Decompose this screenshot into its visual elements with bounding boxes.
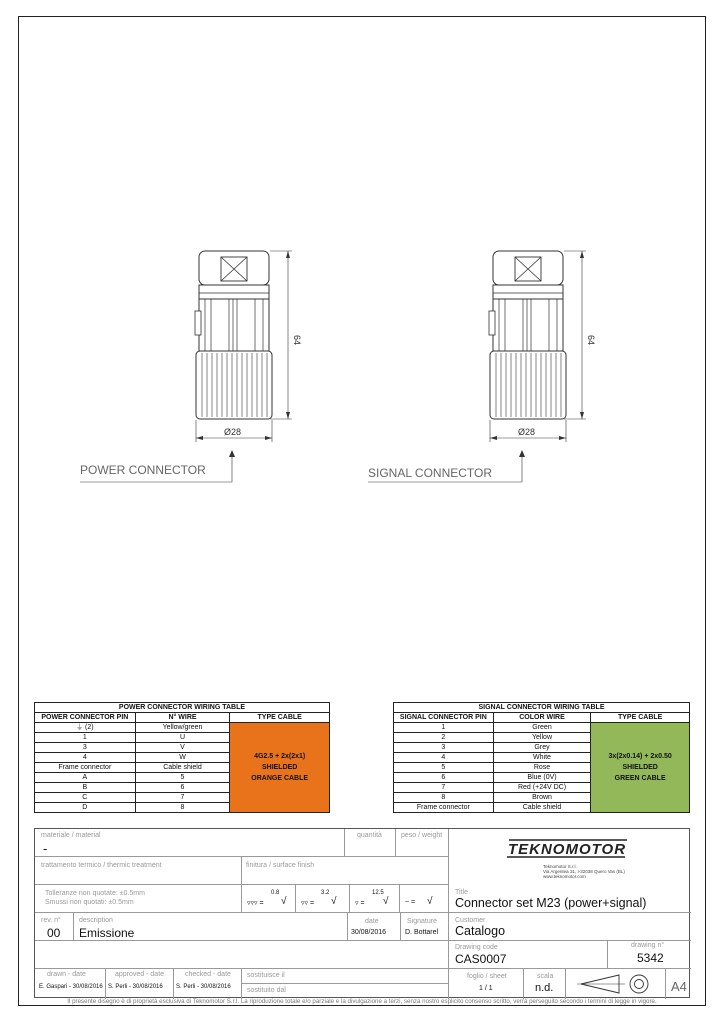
- table-cell: Grey: [493, 743, 591, 753]
- cable-color: GREEN CABLE: [614, 775, 666, 782]
- signal-wiring-table: [393, 702, 690, 813]
- roughness-check-icon: √: [281, 896, 287, 907]
- company-name: Teknomotor S.r.l.: [543, 864, 577, 869]
- table-cell: A: [35, 773, 136, 783]
- signature-value: D. Bottarel: [405, 929, 439, 936]
- roughness-symbol-1: ▿▿▿ =: [247, 900, 264, 907]
- table-cell: 4: [394, 753, 494, 763]
- roughness-value-3: 12.5: [372, 890, 384, 896]
- table-cell: B: [35, 783, 136, 793]
- material-label: materiale / material: [41, 832, 101, 839]
- roughness-check-icon: √: [427, 896, 433, 907]
- signal-connector-label: SIGNAL CONNECTOR: [368, 466, 493, 480]
- thermic-treatment-label: trattamento termico / thermic treatment: [41, 862, 162, 869]
- approved-value: S. Perli - 30/08/2016: [108, 984, 163, 990]
- weight-label: peso / weight: [401, 832, 443, 839]
- drawing-code-label: Drawing code: [455, 944, 498, 951]
- surface-finish-label: finitura / surface finish: [246, 862, 315, 869]
- company-address: Via Argentea 31, I-32038 Quero Vas (BL): [543, 869, 625, 874]
- roughness-symbol-3: ▿ =: [355, 900, 365, 907]
- table-cell: 3: [394, 743, 494, 753]
- table-cell: Frame connector: [394, 803, 494, 813]
- table-cell: 3: [35, 743, 136, 753]
- power-table-title: POWER CONNECTOR WIRING TABLE: [35, 703, 330, 713]
- table-cell: Cable shield: [135, 763, 230, 773]
- table-cell: Rose: [493, 763, 591, 773]
- power-table-header-wire: N° WIRE: [135, 713, 230, 723]
- table-cell: 2: [394, 733, 494, 743]
- projection-symbol-icon: [575, 972, 663, 996]
- customer-value: Catalogo: [455, 924, 506, 938]
- paper-format: A4: [671, 979, 687, 994]
- signal-cable-type: [591, 723, 690, 813]
- checked-label: checked - date: [185, 971, 231, 978]
- logo-graphic: [503, 837, 633, 859]
- quantity-label: quantità: [357, 832, 382, 839]
- table-cell: ⏚ (2): [35, 723, 136, 733]
- table-cell: 1: [394, 723, 494, 733]
- date-label: date: [365, 918, 379, 925]
- description-label: description: [79, 917, 113, 924]
- cable-shielding: SHIELDED: [261, 764, 298, 771]
- signal-table-header-wire: COLOR WIRE: [493, 713, 591, 723]
- table-cell: White: [493, 753, 591, 763]
- signal-diameter-dimension: Ø28: [518, 427, 536, 437]
- company-logo: [503, 837, 633, 881]
- roughness-symbol-2: ▿▿ =: [301, 900, 315, 907]
- power-wiring-table: [34, 702, 330, 813]
- checked-value: S. Perli - 30/08/2016: [176, 984, 231, 990]
- cable-spec: 3x(2x0.14) + 2x0.50: [608, 753, 672, 760]
- drawing-number-label: drawing n°: [631, 942, 665, 949]
- customer-label: Customer: [455, 917, 486, 924]
- power-connector-label: POWER CONNECTOR: [80, 463, 206, 477]
- table-cell: Cable shield: [493, 803, 591, 813]
- table-cell: 8: [135, 803, 230, 813]
- table-cell: C: [35, 793, 136, 803]
- date-value: 30/08/2016: [351, 929, 387, 936]
- table-cell: 1: [35, 733, 136, 743]
- sheet-value: 1 / 1: [479, 985, 493, 992]
- scale-label: scala: [537, 973, 554, 980]
- power-height-dimension: 64: [292, 335, 302, 346]
- table-cell: Blue (0V): [493, 773, 591, 783]
- table-cell: Green: [493, 723, 591, 733]
- roughness-check-icon: √: [331, 896, 337, 907]
- sheet-label: foglio / sheet: [467, 973, 507, 980]
- drawn-value: E. Gaspari - 30/08/2016: [39, 984, 103, 990]
- table-cell: W: [135, 753, 230, 763]
- cable-shielding: SHIELDED: [622, 764, 658, 771]
- signal-table-header-cable: TYPE CABLE: [591, 713, 690, 723]
- title-block: [34, 828, 690, 998]
- revision-value: 00: [47, 926, 61, 940]
- roughness-value-2: 3.2: [321, 890, 330, 896]
- table-cell: Frame connector: [35, 763, 136, 773]
- drawing-title: Connector set M23 (power+signal): [455, 896, 647, 910]
- description-value: Emissione: [79, 926, 135, 940]
- cable-color: ORANGE CABLE: [251, 775, 309, 782]
- table-cell: 5: [135, 773, 230, 783]
- roughness-value-1: 0.8: [271, 890, 280, 896]
- replaced-by-label: sostituito dal: [247, 987, 286, 994]
- cable-spec: 4G2.5 + 2x(2x1): [254, 753, 306, 760]
- roughness-check-icon: √: [383, 896, 389, 907]
- table-cell: U: [135, 733, 230, 743]
- table-cell: 7: [394, 783, 494, 793]
- revision-label: rev. n°: [41, 917, 61, 924]
- signal-table-title: SIGNAL CONNECTOR WIRING TABLE: [394, 703, 690, 713]
- signal-table-header-pin: SIGNAL CONNECTOR PIN: [394, 713, 494, 723]
- drawing-code-value: CAS0007: [455, 952, 507, 966]
- table-cell: 8: [394, 793, 494, 803]
- table-cell: Red (+24V DC): [493, 783, 591, 793]
- table-cell: V: [135, 743, 230, 753]
- tolerance-note-2: Smussi non quotati: ±0.5mm: [45, 899, 134, 906]
- title-label: Title: [455, 889, 468, 896]
- table-cell: D: [35, 803, 136, 813]
- table-cell: 5: [394, 763, 494, 773]
- table-row: [394, 723, 690, 733]
- power-cable-type: [230, 723, 330, 813]
- table-cell: Yellow/green: [135, 723, 230, 733]
- scale-value: n.d.: [535, 982, 554, 994]
- drawn-label: drawn - date: [47, 971, 86, 978]
- table-cell: 4: [35, 753, 136, 763]
- logo-text: TEKNOMOTOR: [507, 841, 627, 858]
- tolerance-note-1: Tolleranze non quotate: ±0.5mm: [45, 890, 145, 897]
- table-cell: 6: [394, 773, 494, 783]
- replaces-label: sostituisce il: [247, 972, 285, 979]
- signal-height-dimension: 64: [586, 335, 596, 346]
- table-row: [35, 723, 330, 733]
- company-web: www.teknomotor.com: [543, 874, 586, 879]
- drawing-number-value: 5342: [637, 951, 664, 965]
- table-cell: Brown: [493, 793, 591, 803]
- table-cell: 7: [135, 793, 230, 803]
- power-diameter-dimension: Ø28: [224, 427, 242, 437]
- signature-label: Signature: [407, 918, 437, 925]
- table-cell: 6: [135, 783, 230, 793]
- power-table-header-cable: TYPE CABLE: [230, 713, 330, 723]
- material-value: -: [43, 841, 48, 856]
- approved-label: approved - date: [115, 971, 165, 978]
- power-table-header-pin: POWER CONNECTOR PIN: [35, 713, 136, 723]
- copyright-footer: Il presente disegno è di proprietà esclusiva di Teknomotor S.r.l. La riproduzione totale e/o parziale e la divulgazione a terzi, senza nostro esplicito consenso scritto, verrà perseguito secondo i termini di legge in vigore.: [67, 998, 657, 1005]
- roughness-symbol-4: ~ =: [405, 899, 416, 906]
- table-cell: Yellow: [493, 733, 591, 743]
